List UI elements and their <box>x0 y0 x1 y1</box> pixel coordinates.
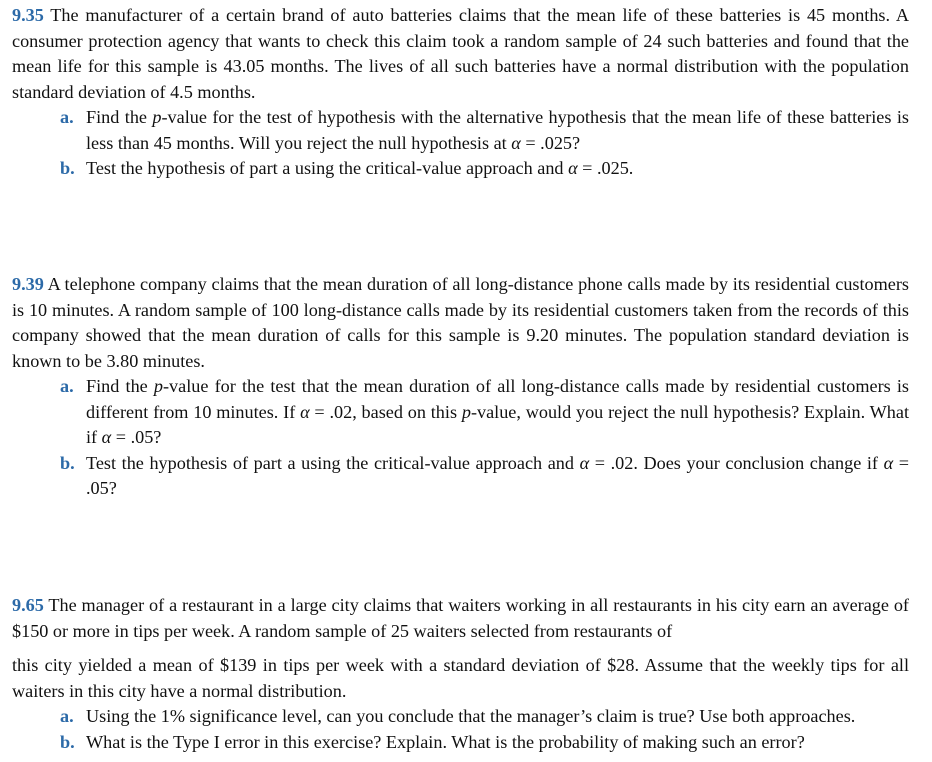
part-letter: a. <box>60 107 74 127</box>
part-letter: a. <box>60 376 74 396</box>
problem-9-65 <box>12 593 909 755</box>
part-a: a. Using the 1% significance level, can you conclude that the manager’s claim is true? Use both approaches. <box>12 704 909 730</box>
problem-stem: 9.39 A telephone company claims that the mean duration of all long-distance phone calls made by its residential customers is 10 minutes. A random sample of 100 long-distance calls made by its residential customers taken from the records of this company showed that the mean duration of calls for this sample is 9.20 minutes. The population standard deviation is known to be 3.80 minutes. <box>12 274 909 371</box>
problem-number: 9.35 <box>12 5 44 25</box>
part-letter: b. <box>60 452 75 473</box>
problem-number: 9.39 <box>12 274 44 294</box>
page-gap <box>12 644 909 653</box>
problem-number: 9.65 <box>12 595 44 615</box>
part-b: b. What is the Type I error in this exercise? Explain. What is the probability of making such an error? <box>12 730 909 756</box>
part-letter: b. <box>60 158 75 178</box>
problem-stem: 9.35 The manufacturer of a certain brand of auto batteries claims that the mean life of these batteries is 45 months. A consumer protection agency that wants to check this claim took a random sample of 24 such batteries and found that the mean life for this sample is 43.05 months. The lives of all such batteries have a normal distribution with the population standard deviation of 4.5 months. <box>12 5 909 102</box>
part-a: a. Find the p-value for the test that the mean duration of all long-distance calls made by residential customers is different from 10 minutes. If α = .02, based on this p-value, would you reject the null hypothesis? Explain. What if α = .05? <box>60 376 910 447</box>
problem-9-35 <box>12 3 909 182</box>
part-a: a. Find the p-value for the test of hypothesis with the alternative hypothesis that the mean life of these batteries is less than 45 months. Will you reject the null hypothesis at α = .025? <box>60 107 909 153</box>
problem-stem: 9.65 The manager of a restaurant in a large city claims that waiters working in all restaurants in his city earn an average of $150 or more in tips per week. A random sample of 25 waiters selected from restaurants of <box>12 595 909 641</box>
part-letter: a. <box>60 706 74 726</box>
problem-stem-continued: this city yielded a mean of $139 in tips per week with a standard deviation of $28. Assume that the weekly tips for all waiters in this city have a normal distribution. <box>12 655 909 701</box>
part-letter: b. <box>60 731 75 752</box>
part-b: b. Test the hypothesis of part a using the critical-value approach and α = .025. <box>12 156 909 182</box>
problem-9-39 <box>12 272 909 502</box>
part-b: b. Test the hypothesis of part a using the critical-value approach and α = .02. Does your conclusion change if α = .05? <box>60 452 909 498</box>
